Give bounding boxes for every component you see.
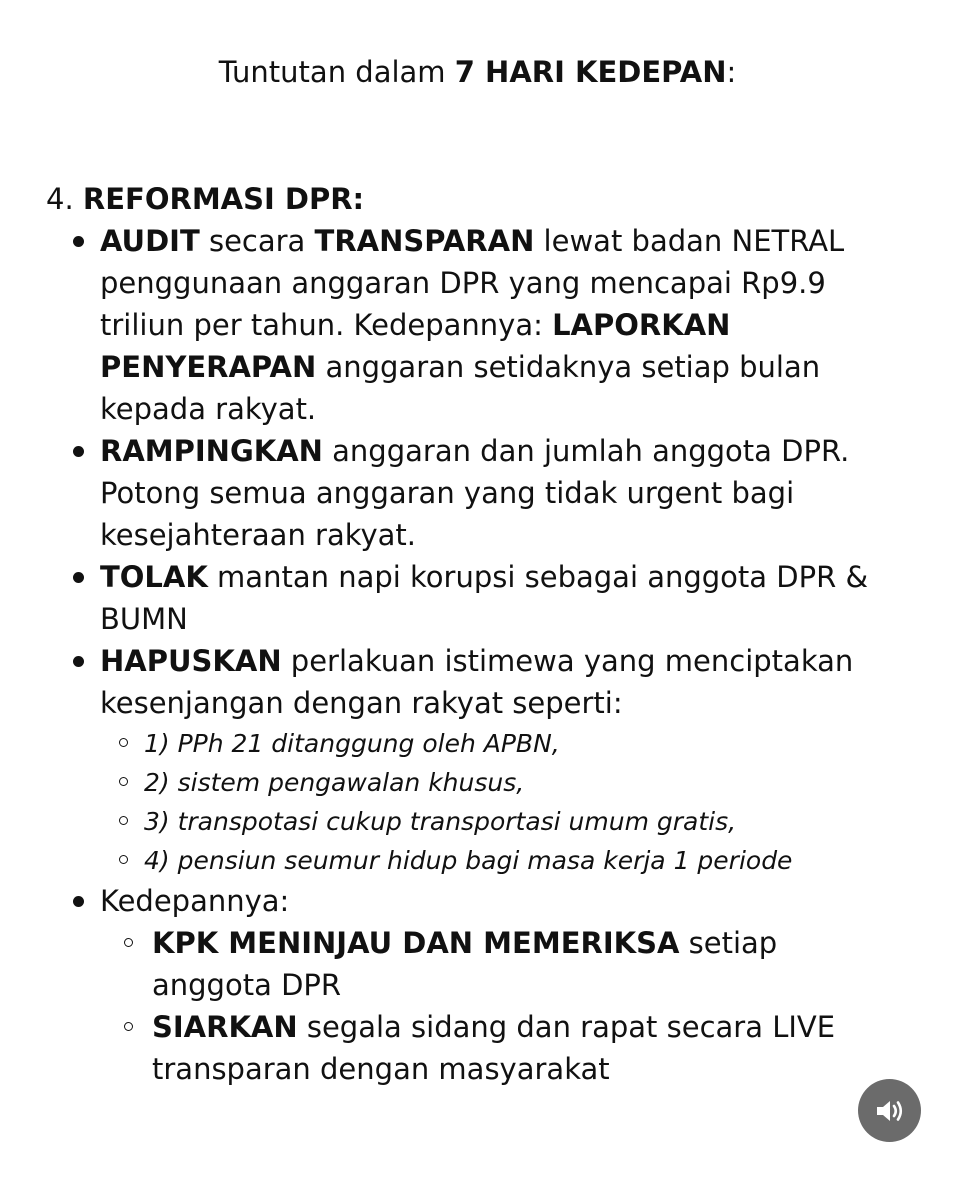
- section-title-text: REFORMASI DPR:: [82, 182, 365, 216]
- text: secara: [199, 224, 315, 258]
- list-item-rampingkan: [46, 430, 896, 556]
- bold-text: TRANSPARAN: [314, 224, 535, 258]
- sub-list-item: 3) transpotasi cukup transportasi umum gratis,: [100, 802, 896, 841]
- privilege-sublist: [100, 724, 896, 880]
- list-item-tolak: [46, 556, 896, 640]
- text: mantan napi korupsi sebagai anggota DPR & BUMN: [100, 560, 869, 636]
- text: lewat badan NETRAL penggunaan anggaran DPR yang mencapai Rp9.9 triliun per tahun. Kedepannya:: [100, 224, 845, 342]
- bold-text: KPK MENINJAU DAN MEMERIKSA: [152, 926, 680, 960]
- heading-text: Tuntutan dalam: [218, 55, 455, 89]
- heading-suffix: :: [726, 55, 737, 89]
- section-title: [46, 178, 896, 220]
- section-number: 4.: [46, 182, 83, 216]
- sub-list-item: [100, 922, 896, 1006]
- text: segala sidang dan rapat secara LIVE transparan dengan masyarakat: [152, 1010, 836, 1086]
- list-item-audit: [46, 220, 896, 430]
- bold-text: SIARKAN: [152, 1010, 298, 1044]
- text: perlakuan istimewa yang menciptakan kesenjangan dengan rakyat seperti:: [100, 644, 854, 720]
- demand-section: [46, 178, 896, 1090]
- future-sublist: [100, 922, 896, 1090]
- sub-list-item: 4) pensiun seumur hidup bagi masa kerja 1 periode: [100, 841, 896, 880]
- bold-text: TOLAK: [100, 560, 208, 594]
- text: setiap anggota DPR: [152, 926, 778, 1002]
- text: anggaran setidaknya setiap bulan kepada rakyat.: [100, 350, 821, 426]
- demand-list: [46, 220, 896, 1090]
- sub-list-item: [100, 1006, 896, 1090]
- list-item-kedepannya: [46, 880, 896, 1090]
- text: Kedepannya:: [100, 884, 290, 918]
- bold-text: LAPORKAN PENYERAPAN: [100, 308, 731, 384]
- heading-bold: 7 HARI KEDEPAN: [454, 55, 727, 89]
- bold-text: HAPUSKAN: [100, 644, 282, 678]
- sub-list-item: 2) sistem pengawalan khusus,: [100, 763, 896, 802]
- sub-list-item: 1) PPh 21 ditanggung oleh APBN,: [100, 724, 896, 763]
- sound-toggle-button[interactable]: [858, 1079, 921, 1142]
- speaker-icon: [875, 1098, 905, 1124]
- bold-text: RAMPINGKAN: [100, 434, 323, 468]
- page-heading: [0, 52, 955, 92]
- text: anggaran dan jumlah anggota DPR. Potong semua anggaran yang tidak urgent bagi kesejahteraan rakyat.: [100, 434, 850, 552]
- bold-text: AUDIT: [100, 224, 200, 258]
- list-item-hapuskan: [46, 640, 896, 880]
